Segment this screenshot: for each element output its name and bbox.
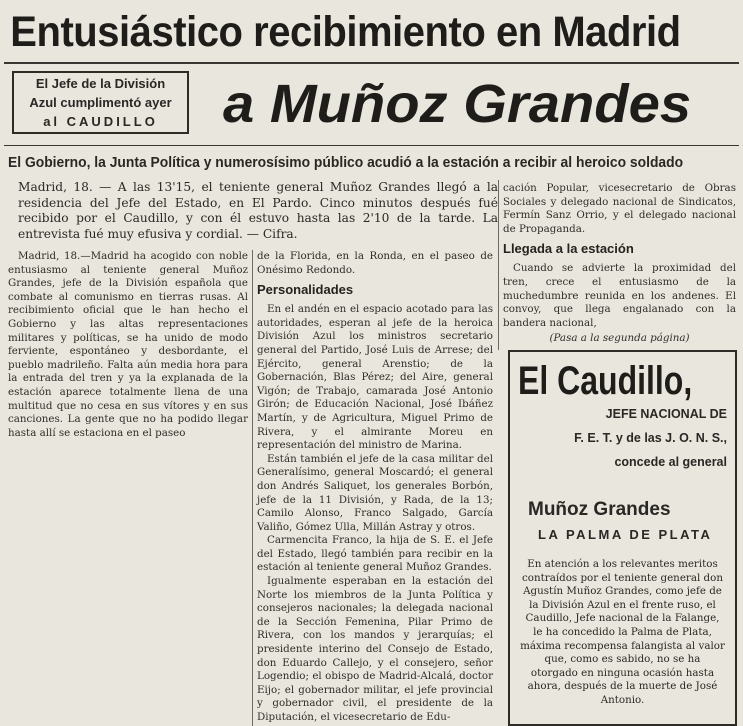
column-2-paragraph-3: Carmencita Franco, la hija de S. E. el Jefe del Estado, llegó también para recibir en la estación al teniente general Muñoz Grandes. bbox=[257, 534, 493, 574]
column-2 bbox=[257, 250, 493, 725]
column-3-intro: cación Popular, vicesecretario de Obras Sociales y delegado nacional de Sindicatos, Fermín Sanz Orrio, y el delegado nacional de Propaganda. bbox=[503, 182, 736, 235]
section-title-personalidades: Personalidades bbox=[257, 282, 354, 298]
box-line-3: concede al general bbox=[614, 455, 727, 469]
column-1-paragraph: Madrid, 18.—Madrid ha acogido con noble entusiasmo al teniente general Muñoz Grandes, jefe de la División española que combate al comunismo en tierras rusas. Al recibimiento oficial que le han hecho el Gobierno y las altas representaciones militares y políticas, se ha unido de modo ferviente, espontáneo y desbordante, el pueblo madrileño. Falta aún media hora para la entrada del tren y ya la explanada de la estación aparece totalmente llena de una multitud que no cesa en sus vítores y en sus canciones. La gente que no ha podido llegar hasta allí se estaciona en el paseo bbox=[8, 250, 248, 439]
box-body: En atención a los relevantes meritos contraídos por el teniente general don Agustín Muñoz Grandes, como jefe de la División Azul en el frente ruso, el Caudillo, Jefe nacional de la Falange, le ha concedido la Palma de Plata, máxima recompensa falangista al valor que, como es sabido, no se ha otorgado en ninguna ocasión hasta ahora, después de la muerte de José Antonio. bbox=[520, 558, 725, 706]
box-name: Muñoz Grandes bbox=[528, 499, 671, 520]
caudillo-announcement-box bbox=[508, 350, 737, 726]
kicker-line-3: al CAUDILLO bbox=[43, 114, 158, 129]
box-line-1: JEFE NACIONAL DE bbox=[605, 407, 727, 421]
column-2-intro: de la Florida, en la Ronda, en el paseo de Onésimo Redondo. bbox=[257, 250, 493, 276]
kicker-box bbox=[12, 71, 189, 134]
column-3-paragraph-1: Cuando se advierte la proximidad del tren, crece el entusiasmo de la muchedumbre reunida en los andenes. El convoy, que llega engalanado con la bandera nacional, bbox=[503, 262, 736, 329]
box-line-2: F. E. T. y de las J. O. N. S., bbox=[574, 431, 727, 445]
continued-note: (Pasa a la segunda página) bbox=[549, 332, 690, 345]
lead-paragraph: Madrid, 18. — A las 13'15, el teniente general Muñoz Grandes llegó a la residencia del Jefe del Estado, en El Pardo. Cinco minutos después fué recibido por el Caudillo, y con él estuvo hasta las 2'10 de la tarde. La entrevista fué muy efusiva y cordial. — Cifra. bbox=[18, 180, 498, 241]
kicker-line-1: El Jefe de la División bbox=[35, 76, 166, 91]
column-2-paragraph-1: En el andén en el espacio acotado para las autoridades, esperan al jefe de la heroica División Azul los ministros secretario general del Partido, José Luis de Arrese; del Ejército, general Arenstio; de la Gobernación, Blas Pérez; del Aire, general Vigón; de Trabajo, camarada José Antonio Girón; de Educación Nacional, José Ibáñez Martín, y de Agricultura, Miguel Primo de Rivera, y el almirante Moreu en representación del ministro de Marina. bbox=[257, 303, 493, 452]
subheadline: El Gobierno, la Junta Política y numerosísimo público acudió a la estación a recibir al heroico soldado bbox=[8, 155, 684, 171]
headline: Entusiástico recibimiento en Madrid bbox=[10, 8, 681, 56]
column-2-paragraph-2: Están también el jefe de la casa militar del Generalísimo, general Moscardó; el general don Andrés Saliquet, los generales Borbón, jefe de la 11 División, y Rada, de la 13; Camilo Alonso, Franco Salgado, García Valiño, Gómez Ulla, Millán Astray y otros. bbox=[257, 452, 493, 533]
box-award: LA PALMA DE PLATA bbox=[538, 527, 713, 542]
section-title-llegada: Llegada a la estación bbox=[503, 241, 634, 257]
column-3 bbox=[503, 182, 736, 346]
headline-rule bbox=[4, 62, 739, 64]
title-rule bbox=[4, 145, 739, 146]
column-divider-2 bbox=[498, 180, 499, 350]
column-divider-1 bbox=[252, 250, 253, 726]
column-2-paragraph-4: Igualmente esperaban en la estación del Norte los miembros de la Junta Política y consejeros nacionales; la delegada nacional de la Sección Femenina, Pilar Primo de Rivera, con los mandos y jerarquías; el presidente interino del Consejo de Estado, don Eduardo Callejo, y el consejero, señor Logendio; el obispo de Madrid-Alcalá, doctor Eijo; el gobernador militar, el jefe provincial y gobernador civil, el presidente de la Diputación, el vicesecretario de Edu- bbox=[257, 575, 493, 723]
kicker-line-2: Azul cumplimentó ayer bbox=[29, 95, 172, 110]
box-title: El Caudillo, bbox=[518, 359, 693, 403]
column-1 bbox=[8, 250, 248, 440]
main-title-name: a Muñoz Grandes bbox=[223, 74, 692, 134]
